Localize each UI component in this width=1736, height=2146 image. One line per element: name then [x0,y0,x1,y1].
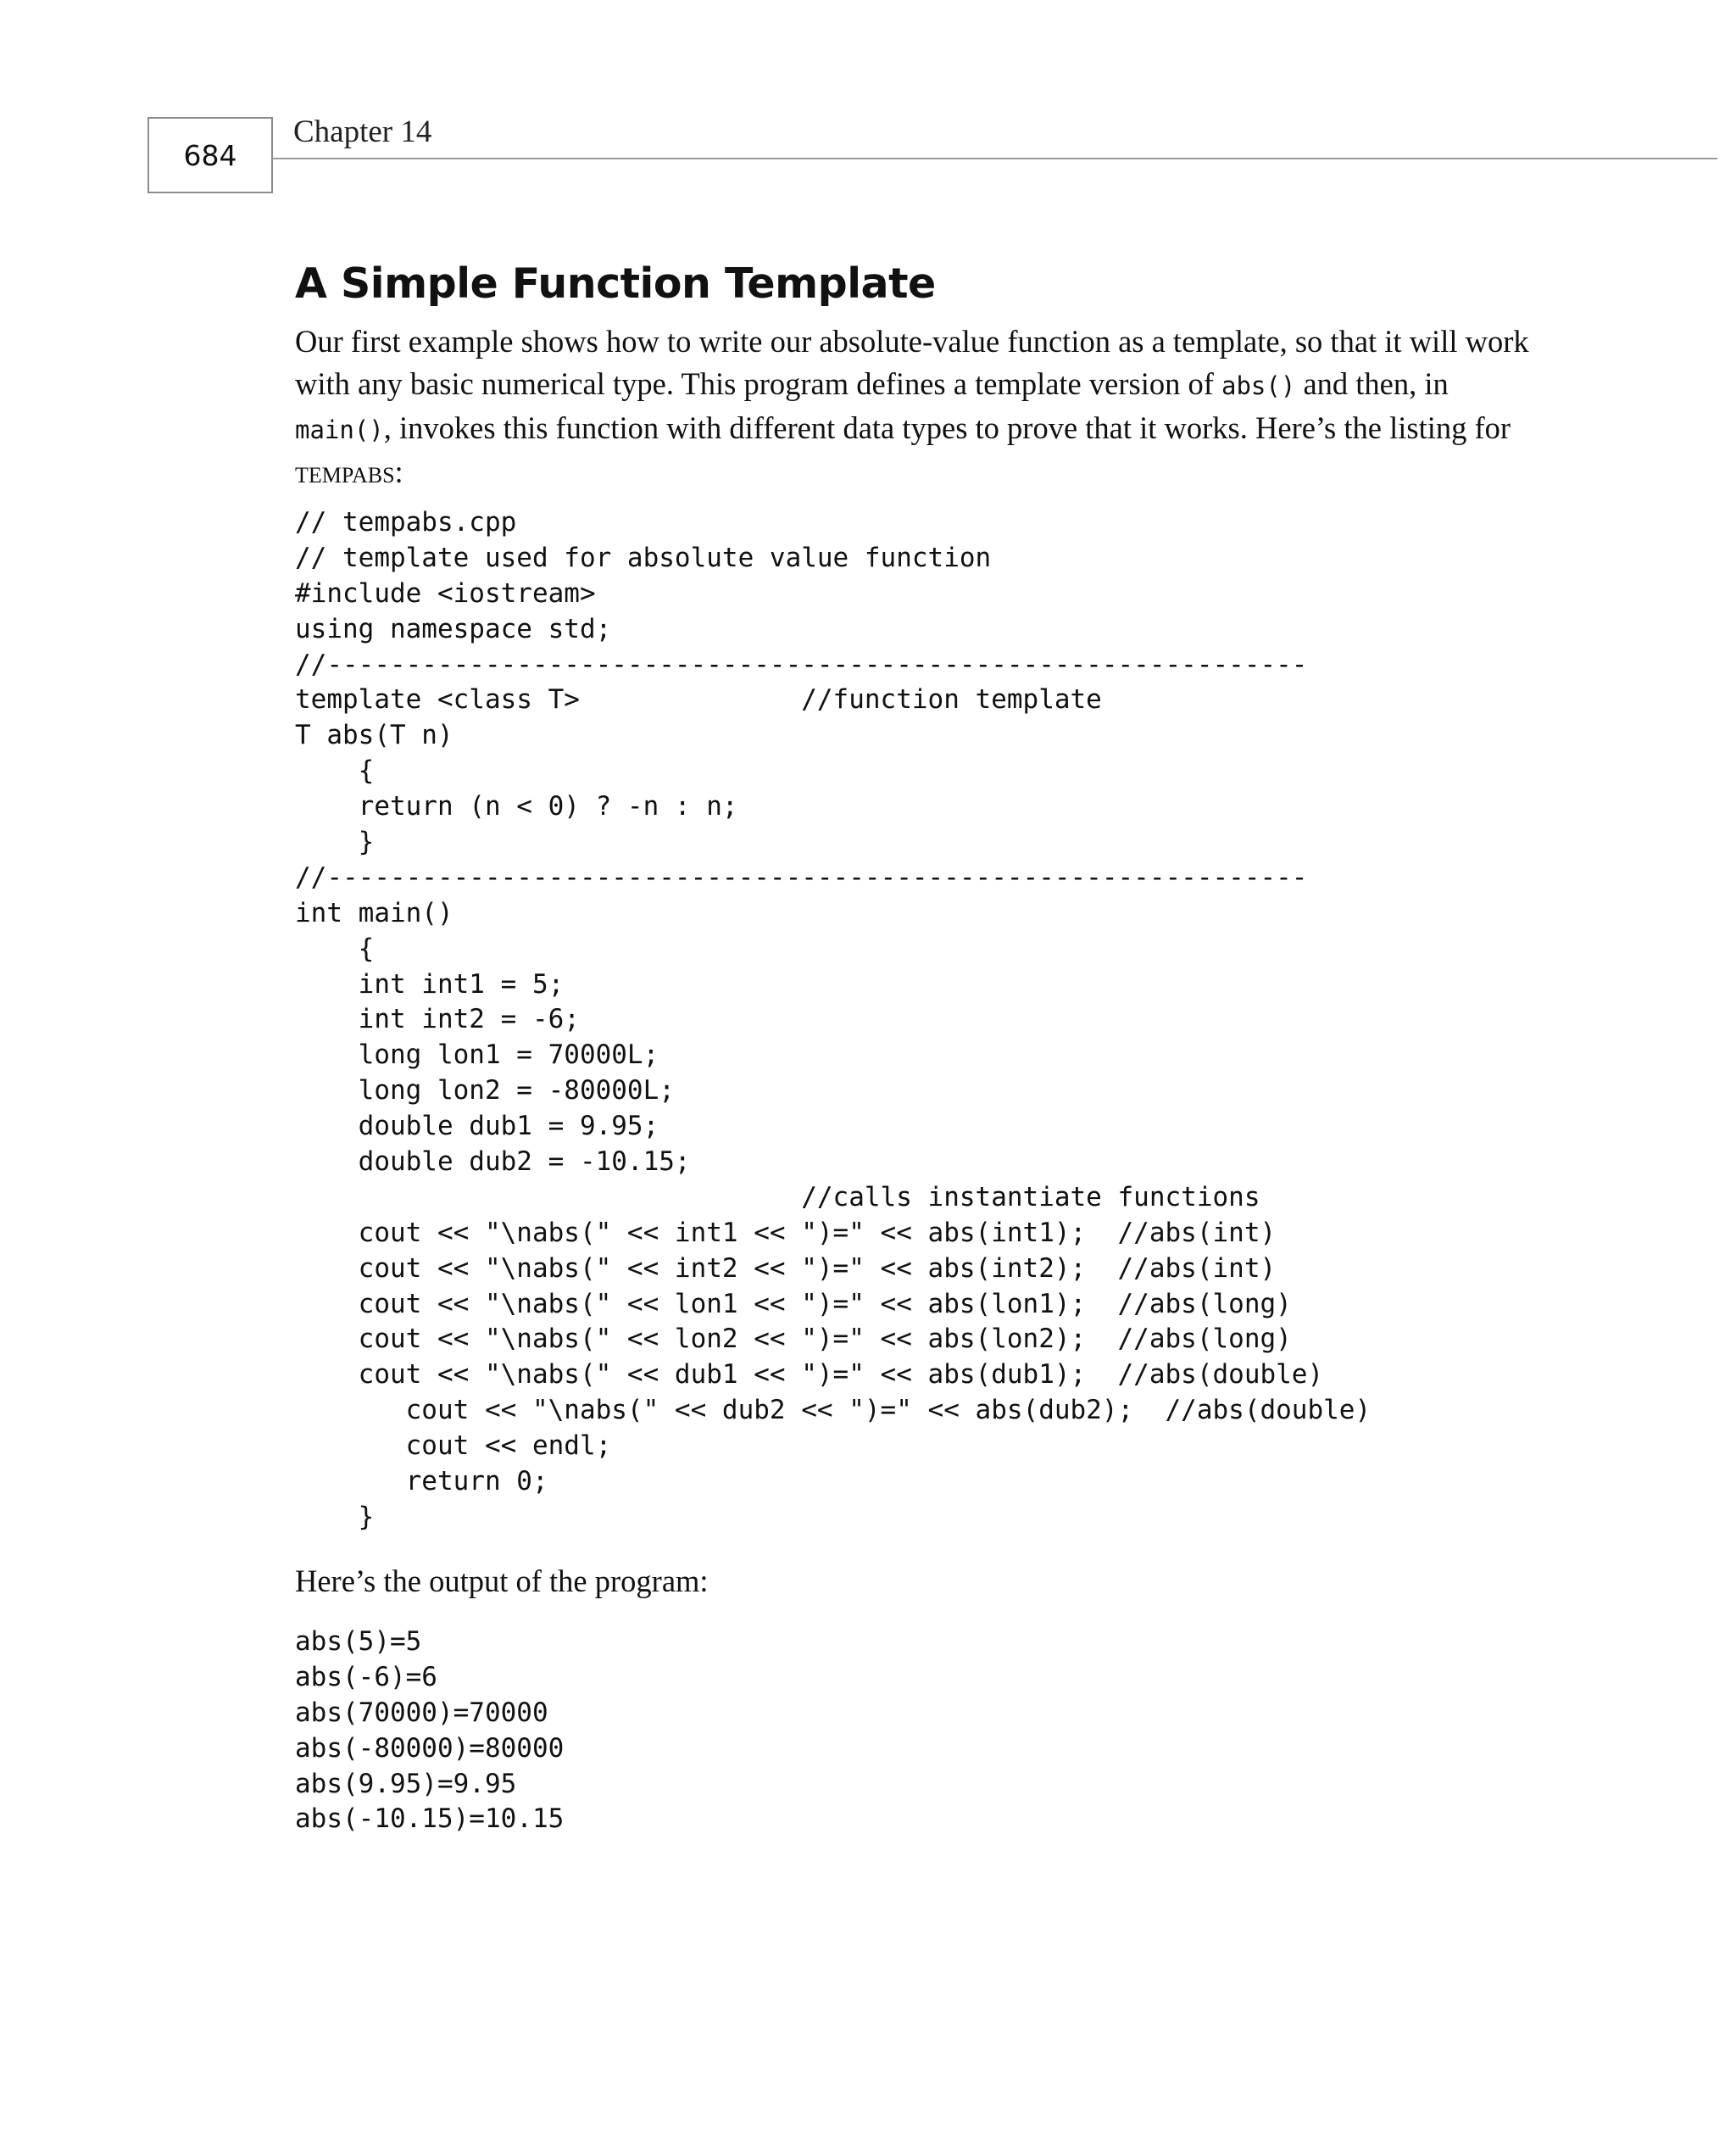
chapter-label: Chapter 14 [293,114,432,149]
output-line: abs(70000)=70000 [295,1697,548,1728]
code-line: double dub2 = -10.15; [295,1146,691,1178]
page-number: 684 [183,138,237,172]
section-heading: A Simple Function Template [295,259,936,308]
code-line: //-------------------------------------------------------------- [295,649,1308,680]
intro-text-1: Our first example shows how to write our absolute-value function as a template, so that it will work with any basic numerical type. This program defines a template version of [295,324,1529,401]
code-line: return 0; [295,1466,548,1497]
code-line: using namespace std; [295,613,612,644]
program-name: tempabs [295,454,395,489]
code-listing [295,505,1371,1536]
intro-text-3: , invokes this function with different data types to prove that it works. Here’s the listing for [383,410,1511,445]
code-line: return (n < 0) ? -n : n; [295,791,738,822]
output-intro: Here’s the output of the program: [295,1564,709,1598]
code-line: int int1 = 5; [295,968,565,1000]
code-line: #include <iostream> [295,577,596,609]
code-line: //calls instantiate functions [295,1181,1260,1212]
code-line: int int2 = -6; [295,1004,580,1035]
code-line: cout << "\nabs(" << int1 << ")=" << abs(int1); //abs(int) [295,1217,1277,1248]
output-listing [295,1625,564,1837]
code-line: template <class T> //function template [295,684,1102,716]
output-line: abs(9.95)=9.95 [295,1768,517,1799]
output-line: abs(-10.15)=10.15 [295,1803,565,1835]
page-number-box [147,117,273,193]
intro-paragraph [295,321,1541,493]
code-line: long lon1 = 70000L; [295,1040,659,1071]
inline-code-abs: abs() [1221,371,1296,400]
intro-text-4: : [394,454,403,489]
code-line: double dub1 = 9.95; [295,1111,659,1142]
code-line: cout << endl; [295,1430,612,1462]
code-line: cout << "\nabs(" << lon2 << ")=" << abs(lon2); //abs(long) [295,1324,1292,1355]
code-line: T abs(T n) [295,720,453,751]
code-line: // template used for absolute value function [295,542,992,573]
code-line: cout << "\nabs(" << dub1 << ")=" << abs(dub1); //abs(double) [295,1359,1324,1391]
code-line: int main() [295,897,453,928]
code-line: cout << "\nabs(" << int2 << ")=" << abs(int2); //abs(int) [295,1252,1277,1284]
intro-text-2: and then, in [1295,366,1449,401]
code-line: long lon2 = -80000L; [295,1075,675,1106]
code-line: // tempabs.cpp [295,507,517,538]
code-line: cout << "\nabs(" << dub2 << ")=" << abs(dub2); //abs(double) [295,1395,1372,1426]
code-line: cout << "\nabs(" << lon1 << ")=" << abs(lon1); //abs(long) [295,1288,1292,1319]
output-line: abs(-80000)=80000 [295,1732,565,1764]
output-line: abs(5)=5 [295,1626,422,1657]
header-rule [273,158,1717,159]
inline-code-main: main() [295,415,384,444]
code-line: { [295,755,375,787]
code-line: } [295,1501,375,1532]
code-line: //-------------------------------------------------------------- [295,861,1308,893]
code-line: } [295,827,375,858]
output-line: abs(-6)=6 [295,1661,437,1692]
code-line: { [295,933,375,964]
